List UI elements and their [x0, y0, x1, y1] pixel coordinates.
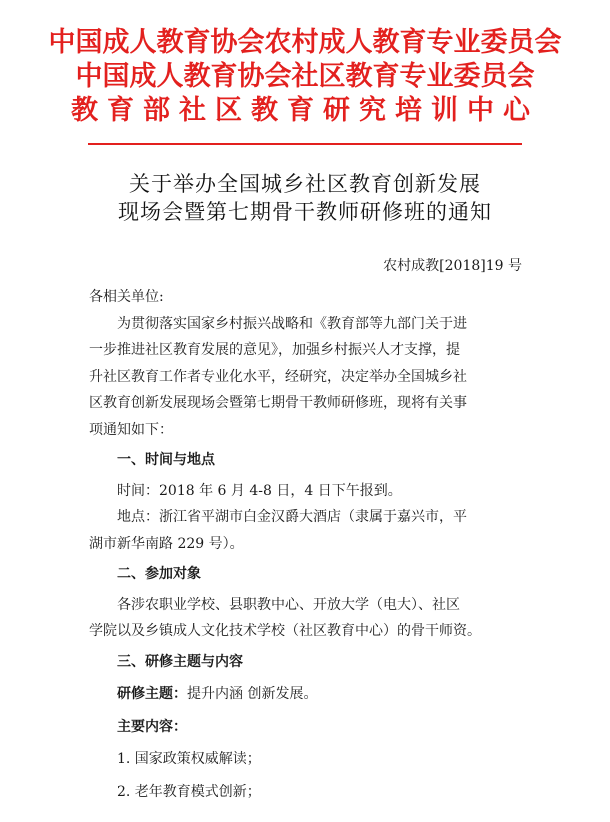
- section-1-heading: 一、时间与地点: [117, 452, 215, 468]
- section-2-line-2: 学院以及乡镇成人文化技术学校（社区教育中心）的骨干师资。: [89, 623, 481, 639]
- intro-line-1: 为贯彻落实国家乡村振兴战略和《教育部等九部门关于进: [117, 315, 467, 332]
- letterhead-divider: [88, 143, 522, 145]
- section-3-heading: 三、研修主题与内容: [117, 653, 243, 670]
- intro-line-3: 升社区教育工作者专业化水平，经研究，决定举办全国城乡社: [89, 368, 467, 385]
- section-2-heading: 二、参加对象: [117, 566, 201, 582]
- theme-label: 研修主题：: [117, 686, 187, 702]
- section-1-time: 时间：2018 年 6 月 4-8 日，4 日下午报到。: [117, 482, 402, 499]
- letterhead-line-1: 中国成人教育协会农村成人教育专业委员会: [48, 27, 562, 58]
- section-1-place-line-1: 地点：浙江省平湖市白金汉爵大酒店（隶属于嘉兴市，平: [117, 509, 467, 525]
- document-number: 农村成教[2018]19 号: [383, 258, 522, 274]
- notice-title: [0, 170, 610, 226]
- content-label: 主要内容：: [117, 718, 187, 735]
- letterhead-line-3: 教育部社区教育研究培训中心: [71, 95, 539, 126]
- letterhead: [0, 26, 610, 128]
- section-3-theme: [89, 681, 519, 708]
- notice-title-line-1: 关于举办全国城乡社区教育创新发展: [129, 172, 481, 196]
- intro-line-2: 一步推进社区教育发展的意见》，加强乡村振兴人才支撑，提: [89, 342, 460, 358]
- section-1-place-line-2: 湖市新华南路 229 号）。: [89, 535, 244, 552]
- intro-line-5: 项通知如下：: [89, 421, 173, 438]
- content-item-1: 1. 国家政策权威解读；: [117, 751, 261, 767]
- letterhead-line-2: 中国成人教育协会社区教育专业委员会: [75, 61, 535, 92]
- theme-value: 提升内涵 创新发展。: [187, 686, 318, 702]
- content-item-2: 2. 老年教育模式创新；: [117, 783, 261, 800]
- salutation: 各相关单位:: [89, 289, 164, 305]
- section-2-line-1: 各涉农职业学校、县职教中心、开放大学（电大）、社区: [117, 596, 460, 613]
- intro-line-4: 区教育创新发展现场会暨第七期骨干教师研修班，现将有关事: [89, 395, 467, 411]
- notice-body: [89, 284, 519, 805]
- notice-title-line-2: 现场会暨第七期骨干教师研修班的通知: [118, 200, 492, 224]
